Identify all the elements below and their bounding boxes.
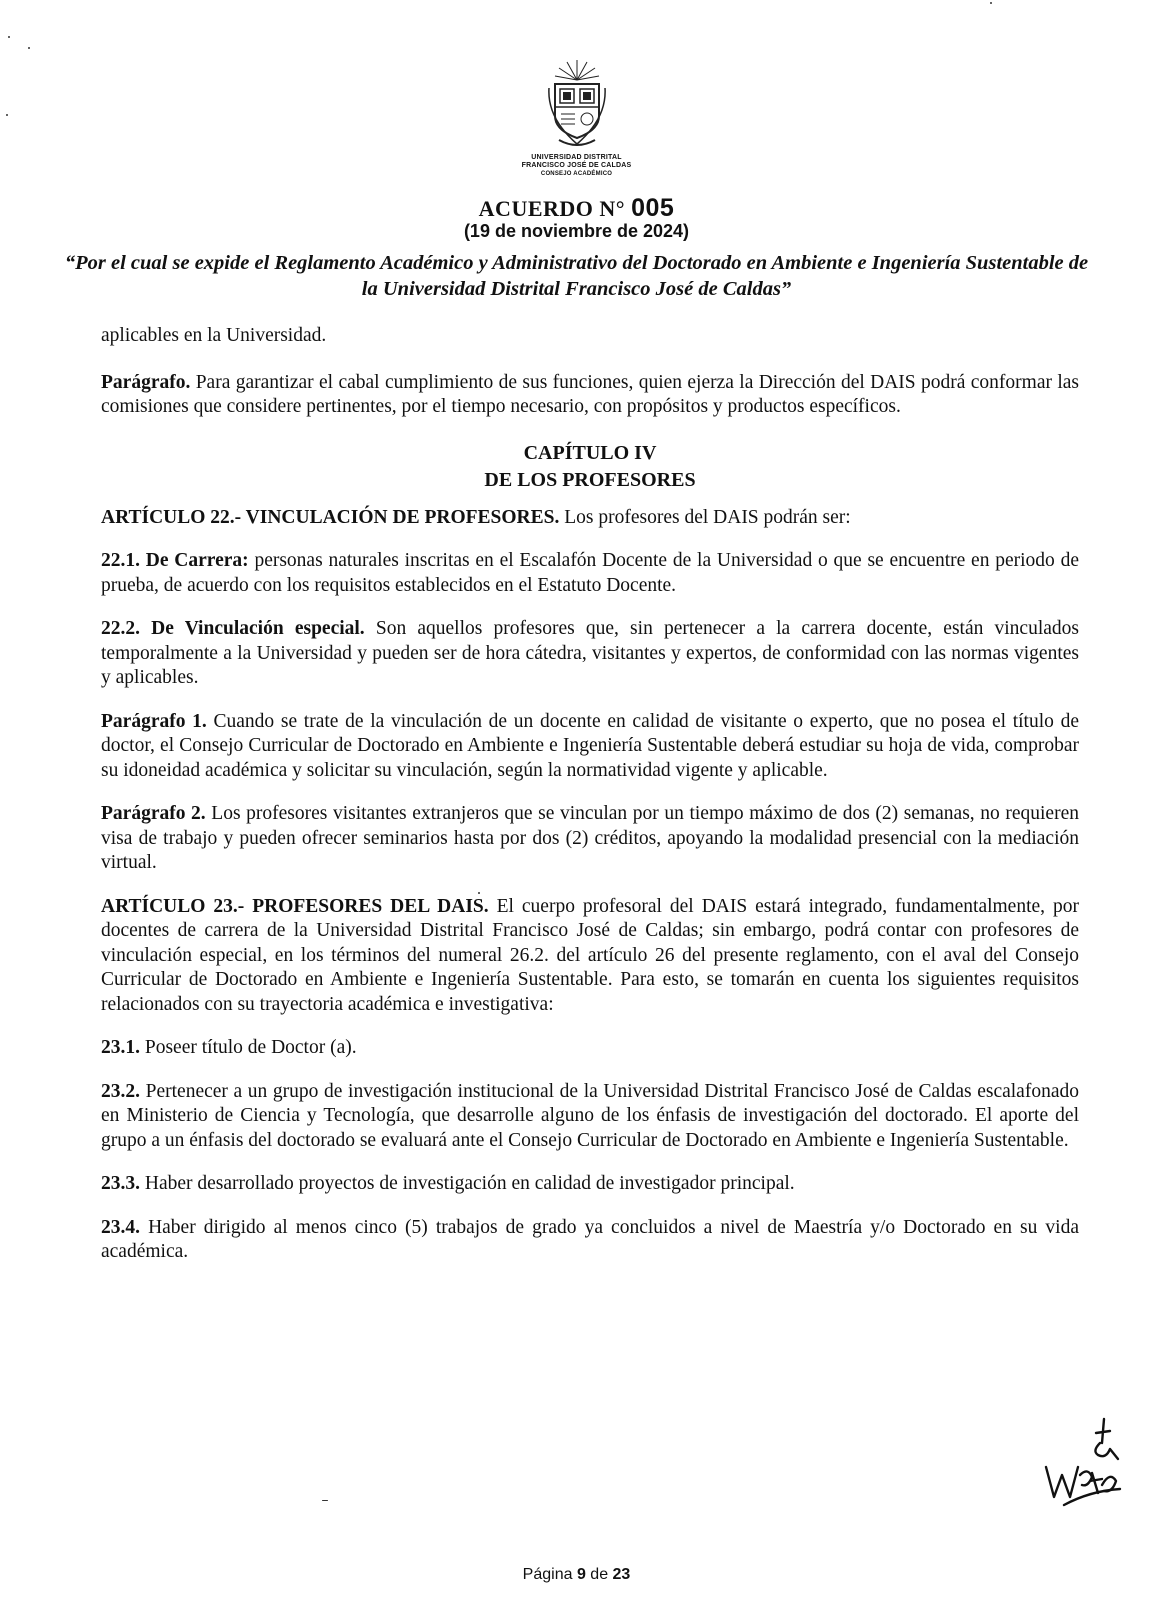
agreement-number: 005 — [631, 194, 675, 222]
article-22-2 — [101, 617, 1079, 691]
article-22-1-label: 22.1. De Carrera: — [101, 550, 249, 571]
article-22-2-label: 22.2. De Vinculación especial. — [101, 618, 365, 639]
institution-name-line1: UNIVERSIDAD DISTRITAL — [531, 154, 622, 161]
university-crest-icon — [545, 58, 609, 154]
article-23-1-text: Poseer título de Doctor (a). — [140, 1037, 357, 1058]
article-23-2-text: Pertenecer a un grupo de investigación institucional de la Universidad Distrital Francisco José de Caldas escalafonado en Ministerio de Ciencia y Tecnología, que desarrolle alguno de los énfasis de investigación del doctorado. El aporte del grupo a un énfasis del doctorado se evaluará ante el Consejo Curricular de Doctorado en Ambiente e Ingeniería Sustentable. — [101, 1080, 1079, 1151]
page-mid: de — [585, 1566, 613, 1583]
agreement-label: ACUERDO N° — [478, 196, 626, 221]
paragrafo-1-text: Cuando se trate de la vinculación de un docente en calidad de visitante o experto, que no posea el título de doctor, el Consejo Curricular de Doctorado en Ambiente e Ingeniería Sustentable deberá estudiar su hoja de vida, comprobar su idoneidad académica y solicitar su vinculación, según la normatividad vigente y aplicable. — [101, 710, 1079, 781]
paragrafo-1 — [101, 710, 1079, 784]
article-23 — [101, 895, 1079, 1018]
article-23-4-text: Haber dirigido al menos cinco (5) trabajos de grado ya concluidos a nivel de Maestría y/o Doctorado en su vida académica. — [101, 1216, 1079, 1262]
article-23-3-text: Haber desarrollado proyectos de investigación en calidad de investigador principal. — [140, 1173, 795, 1194]
institution-name-line2: FRANCISCO JOSÉ DE CALDAS — [521, 162, 632, 169]
article-23-heading: ARTÍCULO 23.- PROFESORES DEL DAIS. — [101, 895, 489, 917]
handwritten-initials — [1040, 1415, 1122, 1513]
paragrafo-2-label: Parágrafo 2. — [101, 803, 206, 824]
article-23-2-label: 23.2. — [101, 1080, 140, 1102]
article-23-1-label: 23.1. — [101, 1037, 140, 1058]
agreement-date: (19 de noviembre de 2024) — [463, 221, 690, 241]
chapter-number: CAPÍTULO IV — [523, 441, 657, 464]
paragrafo-text: Para garantizar el cabal cumplimiento de sus funciones, quien ejerza la Dirección del DAIS podrá conformar las comisiones que considere pertinentes, por el tiempo necesario, con propósitos y productos específicos. — [101, 371, 1079, 417]
paragraph-paragrafo — [101, 371, 1079, 420]
article-22-text: Los profesores del DAIS podrán ser: — [559, 506, 851, 528]
page-current: 9 — [576, 1566, 586, 1583]
institution-council: CONSEJO ACADÉMICO — [540, 171, 613, 177]
chapter-title: DE LOS PROFESORES — [484, 468, 696, 491]
document-header — [0, 58, 1153, 302]
page-total: 23 — [612, 1566, 631, 1583]
article-23-text: El cuerpo profesoral del DAIS estará integrado, fundamentalmente, por docentes de carrera de la Universidad Distrital Francisco José de Caldas; sin embargo, podrá contar con profesores de vinculación especial, en los términos del numeral 26.2. del artículo 26 del presente reglamento, con el aval del Consejo Curricular de Doctorado en Ambiente e Ingeniería Sustentable. Para esto, se tomarán en cuenta los siguientes requisitos relacionados con su trayectoria académica e investigativa: — [101, 895, 1079, 1015]
chapter-heading — [101, 440, 1079, 494]
document-body — [101, 324, 1079, 1284]
paragrafo-1-label: Parágrafo 1. — [101, 710, 207, 732]
paragrafo-2 — [101, 802, 1079, 876]
article-23-4 — [101, 1216, 1079, 1265]
agreement-title — [0, 194, 1153, 223]
article-22 — [101, 506, 1079, 531]
article-23-1 — [101, 1036, 1079, 1061]
paragrafo-label: Parágrafo. — [101, 371, 191, 393]
paragrafo-2-text: Los profesores visitantes extranjeros que se vinculan por un tiempo máximo de dos (2) semanas, no requieren visa de trabajo y pueden ofrecer seminarios hasta por dos (2) créditos, apoyando la modalidad presencial con la mediación virtual. — [101, 803, 1079, 873]
article-22-2-text: Son aquellos profesores que, sin pertenecer a la carrera docente, están vinculados temporalmente a la Universidad y pueden ser de hora cátedra, visitantes y expertos, de conformidad con las normas vigentes y aplicables. — [101, 618, 1080, 688]
article-22-1-text: personas naturales inscritas en el Escalafón Docente de la Universidad o que se encuentre en periodo de prueba, de acuerdo con los requisitos establecidos en el Estatuto Docente. — [101, 550, 1079, 596]
article-22-heading: ARTÍCULO 22.- VINCULACIÓN DE PROFESORES. — [101, 506, 560, 528]
agreement-subject: “Por el cual se expide el Reglamento Académico y Administrativo del Doctorado en Ambiente e Ingeniería Sustentable de la Universidad Distrital Francisco José de Caldas” — [64, 252, 1089, 300]
page-prefix: Página — [522, 1566, 577, 1583]
page-footer — [0, 1566, 1153, 1584]
article-23-4-label: 23.4. — [101, 1216, 140, 1238]
article-23-3-label: 23.3. — [101, 1173, 140, 1194]
article-23-3 — [101, 1172, 1079, 1197]
article-23-2 — [101, 1080, 1079, 1154]
continuation-text: aplicables en la Universidad. — [101, 325, 327, 346]
article-22-1 — [101, 549, 1079, 598]
